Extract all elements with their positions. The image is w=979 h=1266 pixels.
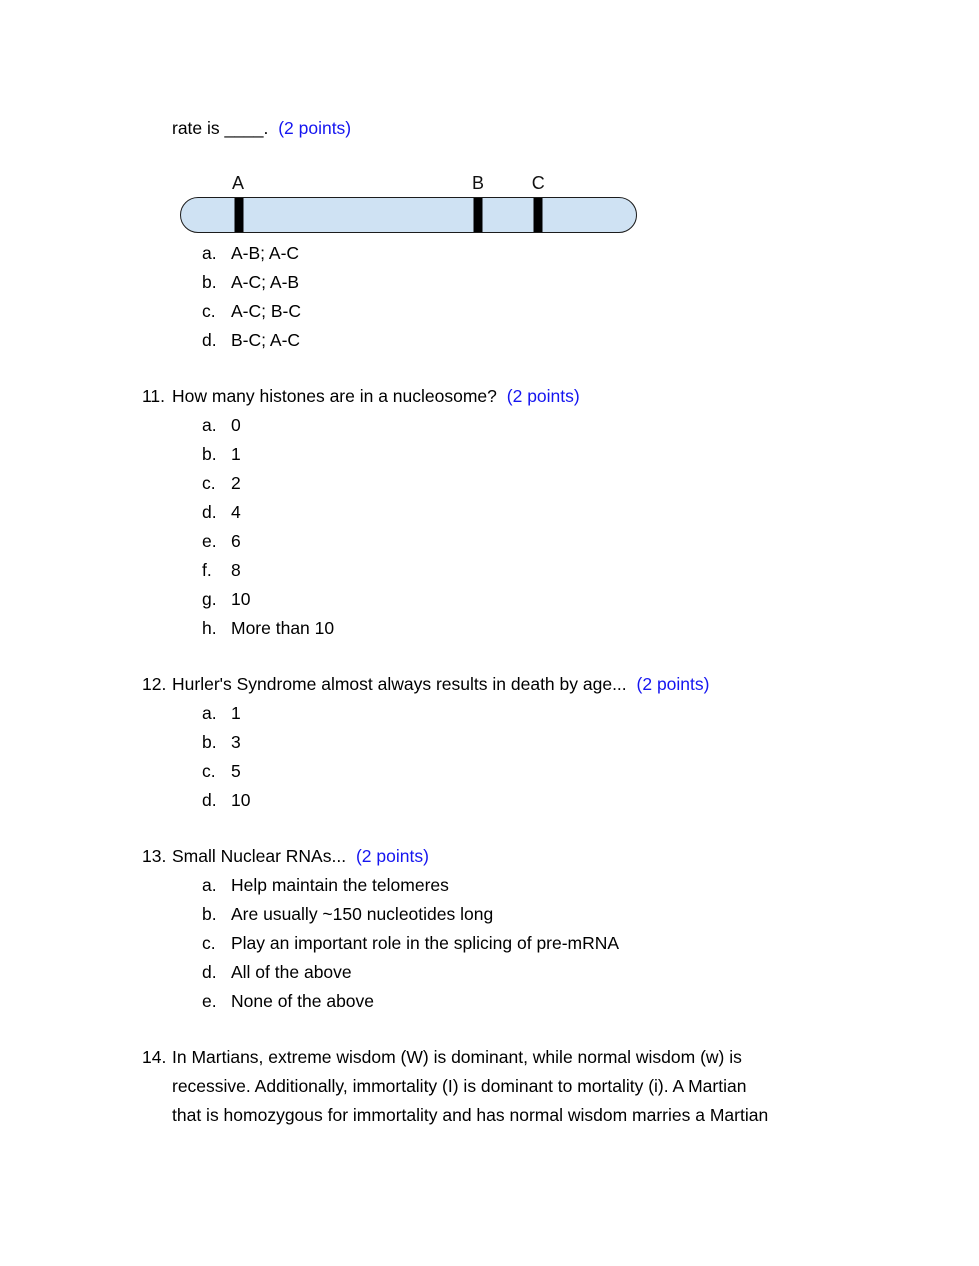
marker-label-c: C (531, 173, 545, 193)
option-row (202, 757, 939, 786)
option-letter: d. (202, 502, 217, 522)
question-13 (142, 842, 939, 1016)
option-letter: d. (202, 330, 217, 350)
option-row (202, 585, 939, 614)
marker-label-a: A (232, 173, 245, 193)
option-text: 1 (231, 444, 241, 464)
option-row (202, 297, 939, 326)
option-row (202, 411, 939, 440)
option-letter: b. (202, 444, 217, 464)
option-row (202, 871, 939, 900)
option-text: 5 (231, 761, 241, 781)
question-number: 11. (142, 386, 166, 406)
option-row (202, 268, 939, 297)
points-label: (2 points) (355, 846, 429, 866)
question-number: 12. (142, 674, 167, 694)
question-text-line: that is homozygous for immortality and has normal wisdom marries a Martian (172, 1105, 769, 1125)
chromosome-band-b (473, 198, 482, 232)
option-row (202, 929, 939, 958)
chromosome-band-a (234, 198, 243, 232)
option-row (202, 958, 939, 987)
option-text: 1 (231, 703, 241, 723)
option-row (202, 498, 939, 527)
option-text: 4 (231, 502, 241, 522)
question-11 (142, 382, 939, 643)
question-text-line (172, 670, 939, 699)
points-label: (2 points) (636, 674, 710, 694)
option-row (202, 900, 939, 929)
option-row (202, 786, 939, 815)
option-text: Help maintain the telomeres (231, 875, 449, 895)
option-row (202, 239, 939, 268)
option-letter: a. (202, 703, 217, 723)
option-row (202, 699, 939, 728)
option-row (202, 614, 939, 643)
option-letter: c. (202, 761, 216, 781)
question-text: Hurler's Syndrome almost always results in death by age... (172, 674, 627, 694)
option-letter: d. (202, 962, 217, 982)
option-letter: g. (202, 589, 217, 609)
option-letter: b. (202, 904, 217, 924)
question-text-multiline (172, 1043, 939, 1130)
question-continuation (142, 114, 939, 355)
option-text: None of the above (231, 991, 375, 1011)
question-text-line (172, 382, 939, 411)
question-text-line: In Martians, extreme wisdom (W) is dominant, while normal wisdom (w) is (172, 1047, 742, 1067)
chromosome-band-c (533, 198, 542, 232)
options-list (202, 871, 939, 1016)
option-letter: d. (202, 790, 217, 810)
option-letter: c. (202, 301, 216, 321)
option-row (202, 440, 939, 469)
option-letter: b. (202, 272, 217, 292)
option-letter: a. (202, 875, 217, 895)
options-list (202, 411, 939, 643)
option-letter: c. (202, 933, 216, 953)
question-text-line (172, 114, 939, 143)
marker-label-b: B (471, 173, 484, 193)
option-text: More than 10 (231, 618, 335, 638)
option-row (202, 556, 939, 585)
question-stem (142, 842, 939, 871)
chromosome-marker-labels (180, 160, 637, 197)
option-text: 6 (231, 531, 241, 551)
option-text: Are usually ~150 nucleotides long (231, 904, 494, 924)
question-text-line (172, 842, 939, 871)
option-letter: b. (202, 732, 217, 752)
option-row (202, 728, 939, 757)
option-row (202, 326, 939, 355)
question-stem (142, 670, 939, 699)
question-text: rate is ____. (172, 118, 269, 138)
question-stem (142, 1043, 939, 1130)
question-number: 13. (142, 846, 167, 866)
chromosome-diagram (180, 160, 637, 233)
points-label: (2 points) (278, 118, 352, 138)
option-text: 10 (231, 589, 251, 609)
option-letter: e. (202, 531, 217, 551)
option-letter: h. (202, 618, 217, 638)
options-list (202, 239, 939, 355)
option-text: 8 (231, 560, 241, 580)
options-list (202, 699, 939, 815)
option-text: 10 (231, 790, 251, 810)
option-text: B-C; A-C (231, 330, 301, 350)
option-row (202, 469, 939, 498)
chromosome-body (180, 197, 637, 233)
option-text: All of the above (231, 962, 352, 982)
option-letter: e. (202, 991, 217, 1011)
question-12 (142, 670, 939, 815)
option-text: Play an important role in the splicing of pre-mRNA (231, 933, 620, 953)
option-text: 2 (231, 473, 241, 493)
option-letter: c. (202, 473, 216, 493)
option-letter: a. (202, 415, 217, 435)
points-label: (2 points) (506, 386, 580, 406)
question-text: How many histones are in a nucleosome? (172, 386, 497, 406)
question-number: 14. (142, 1047, 167, 1067)
question-text-line: recessive. Additionally, immortality (I) is dominant to mortality (i). A Martian (172, 1076, 747, 1096)
option-text: A-C; A-B (231, 272, 300, 292)
question-14 (142, 1043, 939, 1130)
option-letter: a. (202, 243, 217, 263)
question-stem (142, 114, 939, 143)
question-stem (142, 382, 939, 411)
option-text: A-C; B-C (231, 301, 301, 321)
option-row (202, 987, 939, 1016)
option-letter: f. (202, 560, 212, 580)
option-text: 0 (231, 415, 241, 435)
option-row (202, 527, 939, 556)
option-text: A-B; A-C (231, 243, 300, 263)
option-text: 3 (231, 732, 241, 752)
question-text: Small Nuclear RNAs... (172, 846, 347, 866)
